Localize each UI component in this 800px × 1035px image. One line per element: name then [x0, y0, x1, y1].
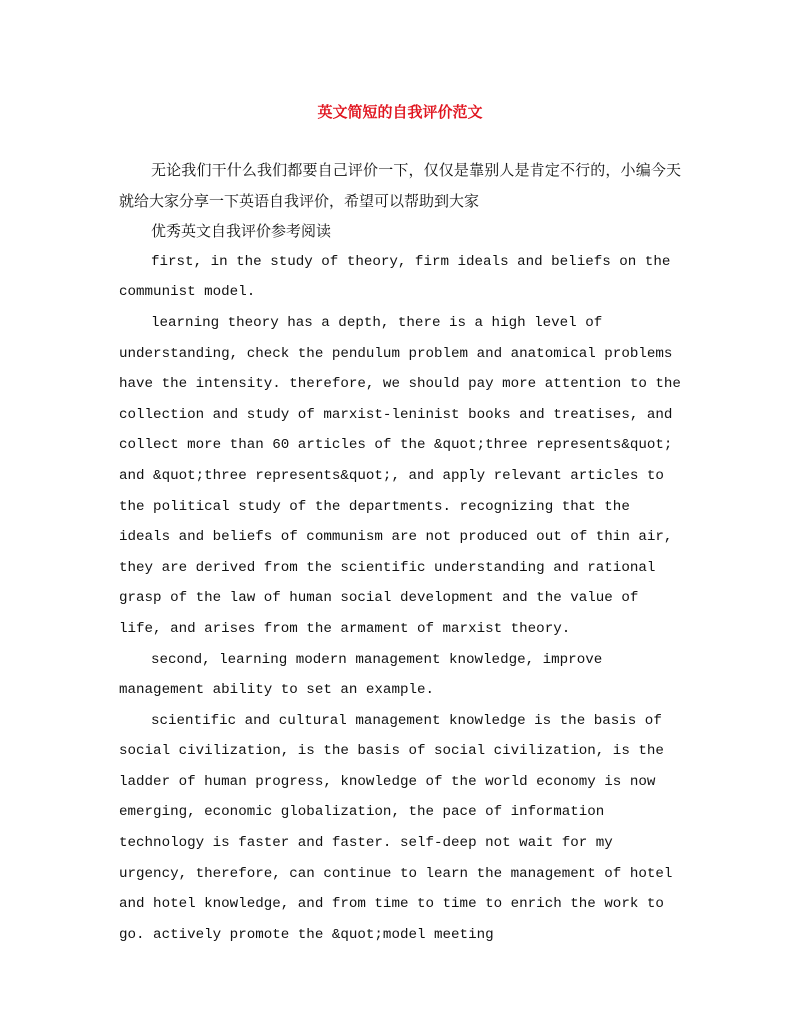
paragraph-first-point: first, in the study of theory, firm ideals and beliefs on the communist model.	[119, 253, 671, 301]
paragraph-learning-theory: learning theory has a depth, there is a high level of understanding, check the pendulum problem and anatomical problems have the intensity. therefore, we should pay more attention to the collection and study of marxist-leninist books and treatises, and collect more than 60 articles of the &quot;three represents&quot; and &quot;three represents&quot;, and apply relevant articles to the political study of the departments. recognizing that the ideals and beliefs of communism are not produced out of thin air, they are derived from the scientific understanding and rational grasp of the law of human social development and the value of life, and arises from the armament of marxist theory.	[119, 314, 681, 637]
section-heading-paragraph: 优秀英文自我评价参考阅读	[151, 222, 332, 241]
paragraph-second-point: second, learning modern management knowledge, improve management ability to set an example.	[119, 651, 603, 699]
paragraph-scientific-knowledge: scientific and cultural management knowledge is the basis of social civilization, is the basis of social civilization, is the ladder of human progress, knowledge of the world economy is now emerging, economic globalization, the pace of information technology is faster and faster. self-deep not wait for my urgency, therefore, can continue to learn the management of hotel and hotel knowledge, and from time to time to enrich the work to go. actively promote the &quot;model meeting	[119, 712, 673, 943]
intro-paragraph: 无论我们干什么我们都要自己评价一下，仅仅是靠别人是肯定不行的，小编今天就给大家分享一下英语自我评价，希望可以帮助到大家	[119, 161, 681, 210]
document-title: 英文简短的自我评价范文	[317, 103, 483, 121]
document-body	[119, 155, 681, 950]
